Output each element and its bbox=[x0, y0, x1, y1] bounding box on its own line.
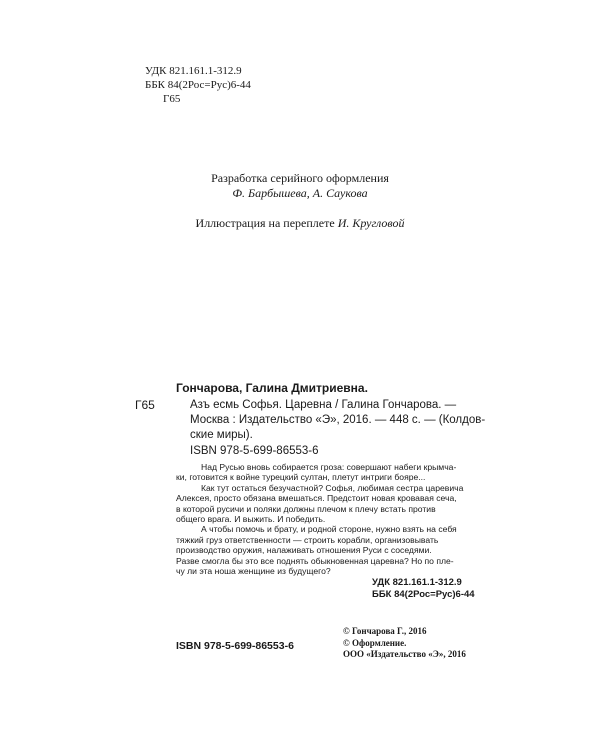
annotation-line: Алексея, просто обязана вмешаться. Предстоит новая кровавая сеча, bbox=[176, 493, 457, 504]
illustration-credit bbox=[0, 216, 600, 231]
annotation-line: Как тут остаться безучастной? Софья, любимая сестра царевича bbox=[201, 482, 464, 493]
annotation-line: чу ли эта ноша женщине из будущего? bbox=[176, 566, 331, 577]
annotation-line: Над Русью вновь собирается гроза: совершают набеги крымча- bbox=[201, 462, 457, 472]
annotation-line: А чтобы помочь и брату, и родной стороне, нужно взять на себя bbox=[201, 524, 457, 535]
bib-author-mark: Г65 bbox=[135, 398, 155, 412]
series-design-label: Разработка серийного оформления bbox=[211, 171, 389, 185]
udk-code-bottom: УДК 821.161.1-312.9 bbox=[372, 577, 462, 588]
annotation-line: в которой русичи и поляки должны плечом к плечу встать против bbox=[176, 503, 436, 514]
series-designers: Ф. Барбышева, А. Саукова bbox=[232, 186, 368, 200]
udc-header-block bbox=[145, 64, 251, 106]
illustration-label: Иллюстрация на переплете bbox=[195, 216, 335, 230]
annotation-line: ки, готовится к войне турецкий султан, плетут интриги бояре... bbox=[176, 472, 426, 483]
bib-description bbox=[190, 398, 486, 443]
illustrator-name: И. Кругловой bbox=[337, 216, 405, 230]
bbk-code: ББК 84(2Рос=Рус)6-44 bbox=[145, 79, 251, 91]
bib-line: Москва : Издательство «Э», 2016. — 448 с. — (Колдов- bbox=[190, 414, 486, 426]
copyright-line: © Гончарова Г., 2016 bbox=[343, 626, 427, 636]
bib-isbn: ISBN 978-5-699-86553-6 bbox=[190, 445, 319, 457]
author-mark: Г65 bbox=[163, 93, 181, 105]
bib-line: Азъ есмь Софья. Царевна / Галина Гончарова. — bbox=[190, 399, 457, 411]
annotation-line: тяжкий груз ответственности — строить корабли, организовывать bbox=[176, 534, 439, 545]
copyright-block bbox=[343, 626, 466, 661]
udc-footer-block bbox=[372, 577, 475, 601]
bib-author: Гончарова, Галина Дмитриевна. bbox=[176, 381, 368, 395]
annotation-text bbox=[176, 462, 476, 576]
copyright-line: © Оформление. bbox=[343, 637, 407, 648]
annotation-line: общего врага. И выжить. И победить. bbox=[176, 514, 326, 525]
bbk-code-bottom: ББК 84(2Рос=Рус)6-44 bbox=[372, 589, 475, 600]
annotation-line: Разве смогла бы это все поднять обыкновенная царевна? Но по пле- bbox=[176, 555, 454, 566]
series-design-credits bbox=[0, 171, 600, 201]
udk-code: УДК 821.161.1-312.9 bbox=[145, 65, 242, 77]
copyright-line: ООО «Издательство «Э», 2016 bbox=[343, 649, 466, 659]
isbn-bottom: ISBN 978-5-699-86553-6 bbox=[176, 640, 294, 652]
annotation-line: производство оружия, налаживать отношения Руси с соседями. bbox=[176, 545, 432, 556]
bib-line: ские миры). bbox=[190, 429, 253, 441]
